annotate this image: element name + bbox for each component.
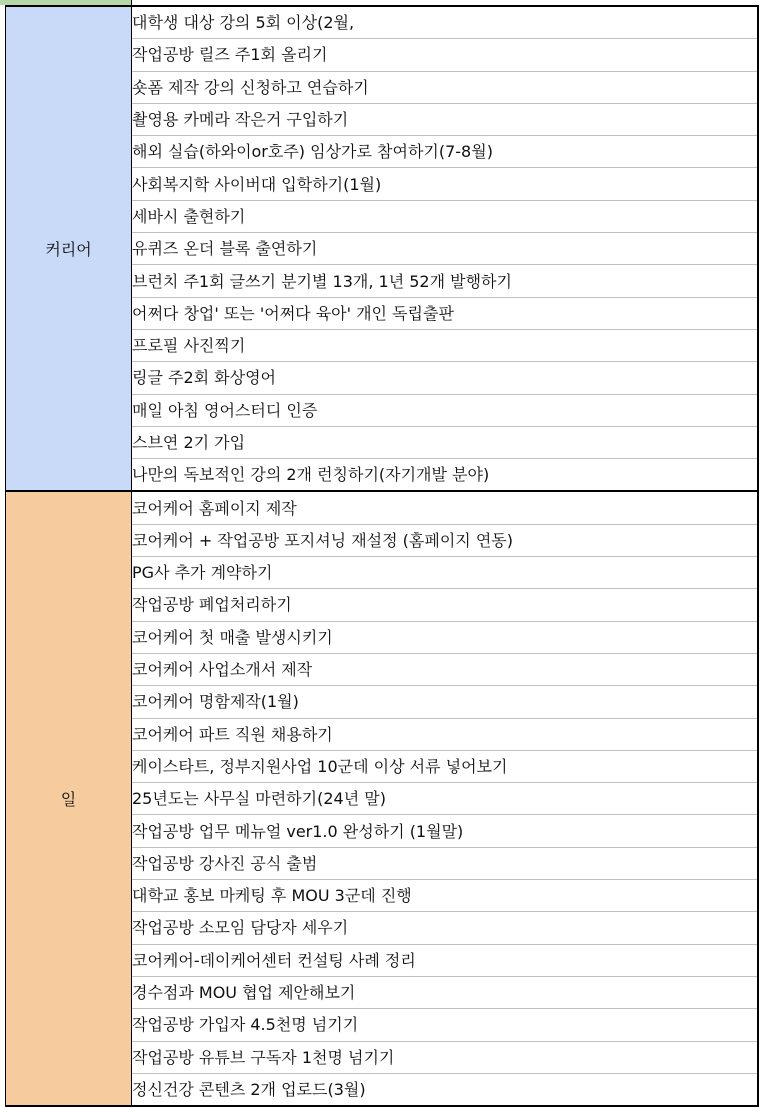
goal-item-cell[interactable]: 숏폼 제작 강의 신청하고 연습하기: [132, 71, 759, 103]
table-row: [6, 6, 759, 39]
goal-item-cell[interactable]: 정신건강 콘텐츠 2개 업로드(3월): [132, 1073, 759, 1106]
goals-table-body: [6, 6, 759, 1106]
category-cell[interactable]: 일: [6, 491, 132, 1106]
goal-item-cell[interactable]: 코어케어-데이케어센터 컨설팅 사례 정리: [132, 944, 759, 976]
goal-item-cell[interactable]: 코어케어 사업소개서 제작: [132, 653, 759, 685]
goal-item-cell[interactable]: 작업공방 소모임 담당자 세우기: [132, 912, 759, 944]
goal-item-cell[interactable]: 유퀴즈 온더 블록 출연하기: [132, 233, 759, 265]
goal-item-cell[interactable]: 대학생 대상 강의 5회 이상(2월,: [132, 6, 759, 39]
goal-item-cell[interactable]: 코어케어 파트 직원 채용하기: [132, 718, 759, 750]
goal-item-cell[interactable]: 코어케어 명함제작(1월): [132, 686, 759, 718]
goal-item-cell[interactable]: 브런치 주1회 글쓰기 분기별 13개, 1년 52개 발행하기: [132, 265, 759, 297]
goals-table: [5, 5, 759, 1107]
goal-item-cell[interactable]: 작업공방 강사진 공식 출범: [132, 847, 759, 879]
goal-item-cell[interactable]: 경수점과 MOU 협업 제안해보기: [132, 976, 759, 1008]
goal-item-cell[interactable]: PG사 추가 계약하기: [132, 557, 759, 589]
goal-item-cell[interactable]: 해외 실습(하와이or호주) 임상가로 참여하기(7-8월): [132, 136, 759, 168]
goal-item-cell[interactable]: 매일 아침 영어스터디 인증: [132, 394, 759, 426]
category-cell[interactable]: 커리어: [6, 6, 132, 491]
goal-item-cell[interactable]: 나만의 독보적인 강의 2개 런칭하기(자기개발 분야): [132, 459, 759, 492]
goal-item-cell[interactable]: 코어케어 첫 매출 발생시키기: [132, 621, 759, 653]
goal-item-cell[interactable]: 작업공방 업무 메뉴얼 ver1.0 완성하기 (1월말): [132, 815, 759, 847]
goal-item-cell[interactable]: 코어케어 홈페이지 제작: [132, 491, 759, 524]
goal-item-cell[interactable]: 프로필 사진찍기: [132, 329, 759, 361]
goal-item-cell[interactable]: 작업공방 폐업처리하기: [132, 589, 759, 621]
goal-item-cell[interactable]: 코어케어 + 작업공방 포지셔닝 재설정 (홈페이지 연동): [132, 524, 759, 556]
goal-item-cell[interactable]: 대학교 홍보 마케팅 후 MOU 3군데 진행: [132, 880, 759, 912]
goal-item-cell[interactable]: 링글 주2회 화상영어: [132, 362, 759, 394]
goal-item-cell[interactable]: 케이스타트, 정부지원사업 10군데 이상 서류 넣어보기: [132, 750, 759, 782]
goal-item-cell[interactable]: 세바시 출현하기: [132, 200, 759, 232]
goal-item-cell[interactable]: 촬영용 카메라 작은거 구입하기: [132, 103, 759, 135]
goal-item-cell[interactable]: 25년도는 사무실 마련하기(24년 말): [132, 783, 759, 815]
goal-item-cell[interactable]: 작업공방 가입자 4.5천명 넘기기: [132, 1009, 759, 1041]
goal-item-cell[interactable]: 작업공방 릴즈 주1회 올리기: [132, 39, 759, 71]
goal-item-cell[interactable]: 어쩌다 창업' 또는 '어쩌다 육아' 개인 독립출판: [132, 297, 759, 329]
goal-item-cell[interactable]: 스브연 2기 가입: [132, 426, 759, 458]
goal-item-cell[interactable]: 작업공방 유튜브 구독자 1천명 넘기기: [132, 1041, 759, 1073]
goal-item-cell[interactable]: 사회복지학 사이버대 입학하기(1월): [132, 168, 759, 200]
table-row: [6, 491, 759, 524]
